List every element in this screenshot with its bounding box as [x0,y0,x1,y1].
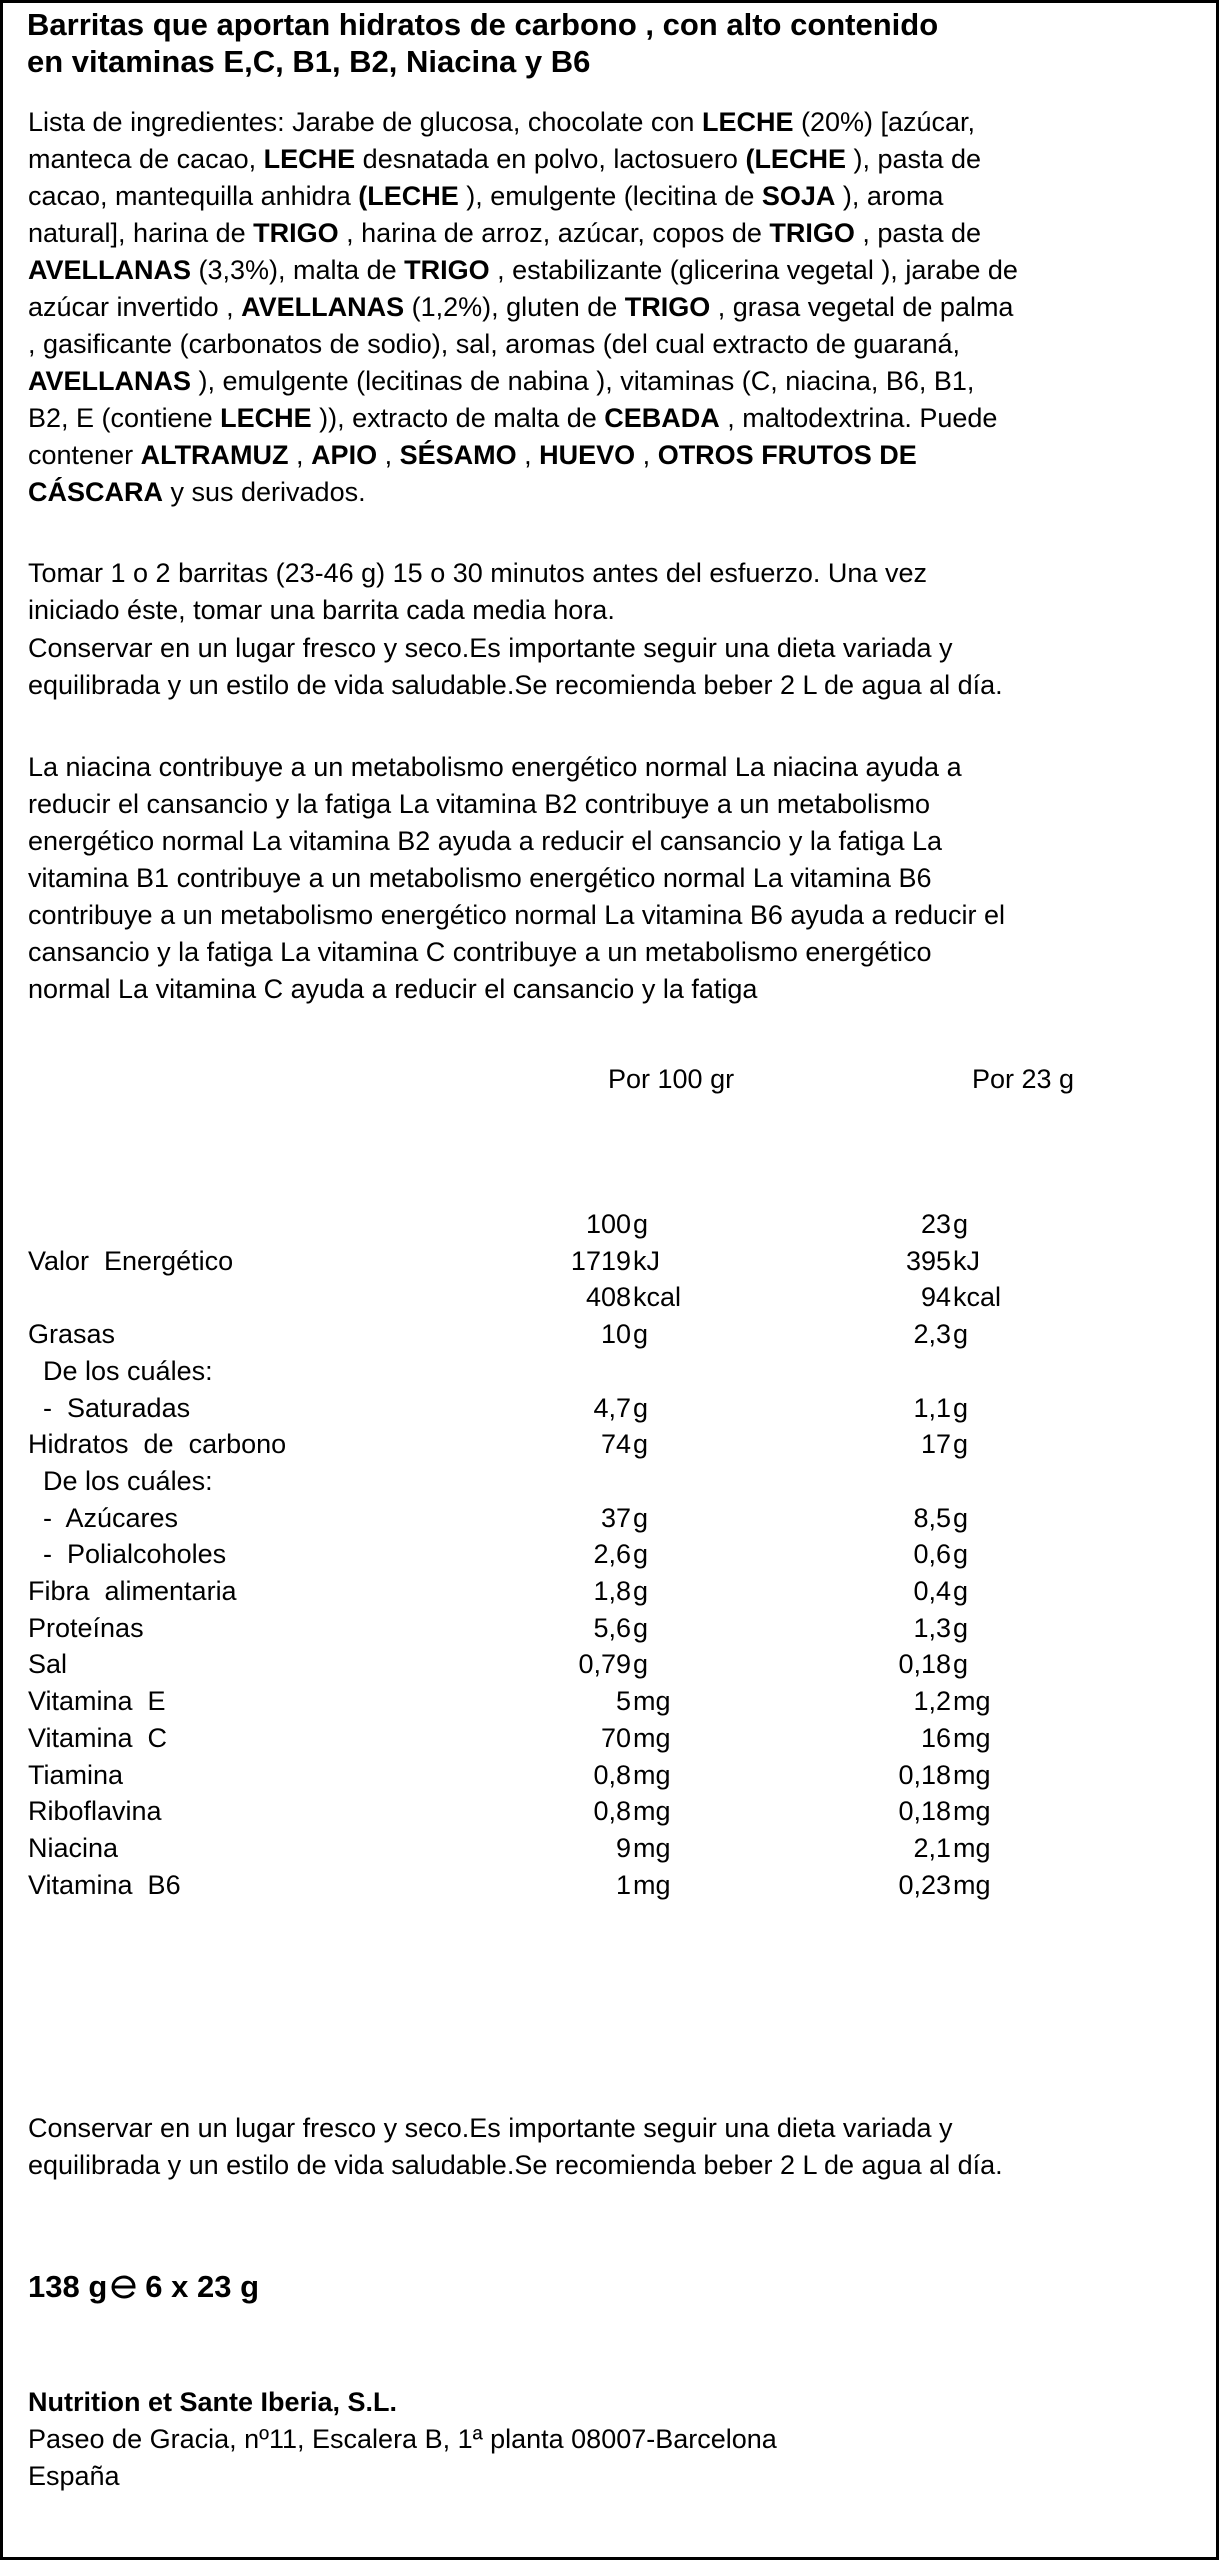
allergen: APIO [311,440,378,470]
value-per-100 [523,1793,723,1830]
dosage-line: Tomar 1 o 2 barritas (23-46 g) 15 o 30 minutos antes del esfuerzo. Una vez [28,558,927,588]
allergen: AVELLANAS [241,292,405,322]
nutrient-value: 5,6 [593,1613,631,1643]
nutrition-row [3,1353,1216,1390]
nutrient-value: 10 [600,1319,631,1349]
company-address [28,2421,1198,2495]
storage-advice-repeat [28,2110,1198,2184]
nutrient-unit: mg [953,1723,991,1753]
nutrient-unit: g [633,1576,649,1606]
value-per-23 [843,1463,1043,1500]
ingredients-line: manteca de cacao, LECHE desnatada en polvo, lactosuero (LECHE ), pasta de [28,144,982,174]
nutrient-value: 16 [920,1723,951,1753]
net-weight [28,2268,259,2305]
value-per-23 [843,1683,1043,1720]
nutrient-unit: g [953,1429,969,1459]
nutrition-row [3,1610,1216,1647]
ingredients-line: azúcar invertido , AVELLANAS (1,2%), gluten de TRIGO , grasa vegetal de palma [28,292,1014,322]
nutrient-unit: mg [633,1833,671,1863]
nutrient-unit: g [953,1503,969,1533]
allergen: TRIGO [624,292,711,322]
nutrient-value: 1719 [570,1246,631,1276]
nutrient-value: 70 [600,1723,631,1753]
nutrient-name: De los cuáles: [28,1466,213,1496]
nutrient-name: Sal [28,1649,68,1679]
storage-line: equilibrada y un estilo de vida saludable.Se recomienda beber 2 L de agua al día. [28,2150,1003,2180]
nutrient-value: 4,7 [593,1393,631,1423]
nutrient-value: 1 [615,1870,631,1900]
allergen: LECHE [263,144,356,174]
nutrient-name: De los cuáles: [28,1356,213,1386]
allergen: AVELLANAS [28,255,192,285]
value-per-23 [843,1243,1043,1280]
nutrition-row [3,1720,1216,1757]
ingredients-line: contener ALTRAMUZ , APIO , SÉSAMO , HUEVO , OTROS FRUTOS DE [28,440,917,470]
value-per-100 [523,1536,723,1573]
company-name: Nutrition et Sante Iberia, S.L. [28,2387,398,2417]
title-line-1: Barritas que aportan hidratos de carbono , con alto contenido [27,7,939,42]
allergen: TRIGO [404,255,490,285]
nutrient-unit: mg [633,1723,671,1753]
ingredients-list [28,104,1198,511]
nutrient-name: Grasas [28,1319,116,1349]
nutrient-unit: g [633,1649,649,1679]
nutrient-unit: g [953,1576,969,1606]
value-per-100 [523,1830,723,1867]
nutrient-unit: g [633,1393,649,1423]
allergen: TRIGO [769,218,855,248]
claims-line: vitamina B1 contribuye a un metabolismo energético normal La vitamina B6 [28,863,932,893]
nutrient-unit: mg [633,1870,671,1900]
nutrient-name: Vitamina E [28,1686,166,1716]
nutrient-value: 2,3 [913,1319,951,1349]
nutrient-unit: kcal [633,1282,682,1312]
nutrient-name: Proteínas [28,1613,144,1643]
storage-advice [28,630,1198,704]
nutrient-unit: g [633,1319,649,1349]
ingredients-line: AVELLANAS ), emulgente (lecitinas de nabina ), vitaminas (C, niacina, B6, B1, [28,366,975,396]
nutrition-row [3,1426,1216,1463]
nutrient-value: 0,6 [913,1539,951,1569]
value-per-100 [523,1646,723,1683]
nutrition-row [3,1757,1216,1794]
title-line-2: en vitaminas E,C, B1, B2, Niacina y B6 [27,44,591,79]
value-per-23 [843,1867,1043,1904]
nutrient-unit: g [633,1429,649,1459]
allergen: (LECHE [745,144,846,174]
value-per-100 [523,1243,723,1280]
nutrient-value: 9 [615,1833,631,1863]
value-per-100 [523,1867,723,1904]
nutrient-unit: g [953,1649,969,1679]
value-per-100 [523,1390,723,1427]
claims-line: reducir el cansancio y la fatiga La vitamina B2 contribuye a un metabolismo [28,789,930,819]
pack-contents: 6 x 23 g [145,2269,260,2304]
value-per-23 [843,1426,1043,1463]
nutrient-unit: g [633,1539,649,1569]
nutrient-unit: mg [953,1833,991,1863]
nutrient-unit: mg [633,1796,671,1826]
nutrient-unit: g [633,1503,649,1533]
value-per-23 [843,1353,1043,1390]
nutrient-value: 37 [600,1503,631,1533]
value-per-23 [843,1206,1043,1243]
estimated-sign-icon [109,2275,139,2299]
nutrient-value: 0,23 [898,1870,951,1900]
nutrient-unit: g [953,1209,969,1239]
nutrient-unit: mg [953,1760,991,1790]
value-per-23 [843,1610,1043,1647]
allergen: ALTRAMUZ [140,440,289,470]
nutrient-unit: kJ [953,1246,980,1276]
address-line: Paseo de Gracia, nº11, Escalera B, 1ª planta 08007-Barcelona [28,2424,777,2454]
value-per-100 [523,1316,723,1353]
value-per-100 [523,1206,723,1243]
nutrient-name: Vitamina B6 [28,1870,181,1900]
allergen: CEBADA [604,403,720,433]
allergen: SOJA [761,181,836,211]
nutrition-row [3,1793,1216,1830]
nutrient-value: 0,18 [898,1796,951,1826]
value-per-23 [843,1720,1043,1757]
nutrition-row [3,1206,1216,1243]
nutrient-value: 74 [600,1429,631,1459]
allergen: LECHE [220,403,312,433]
value-per-100 [523,1279,723,1316]
allergen: HUEVO [539,440,636,470]
nutrient-unit: mg [633,1686,671,1716]
nutrient-value: 94 [920,1282,951,1312]
nutrient-unit: mg [953,1870,991,1900]
nutrient-name: Riboflavina [28,1796,162,1826]
value-per-100 [523,1610,723,1647]
nutrition-row [3,1573,1216,1610]
allergen: LECHE [701,107,794,137]
claims-line: normal La vitamina C ayuda a reducir el cansancio y la fatiga [28,974,758,1004]
nutrient-name: - Azúcares [28,1503,179,1533]
ingredients-line: , gasificante (carbonatos de sodio), sal, aromas (del cual extracto de guaraná, [28,329,961,359]
value-per-100 [523,1463,723,1500]
value-per-100 [523,1426,723,1463]
nutrient-value: 408 [585,1282,631,1312]
claims-line: contribuye a un metabolismo energético normal La vitamina B6 ayuda a reducir el [28,900,1006,930]
nutrient-name: - Polialcoholes [28,1539,227,1569]
ingredients-line: natural], harina de TRIGO , harina de arroz, azúcar, copos de TRIGO , pasta de [28,218,981,248]
claims-line: cansancio y la fatiga La vitamina C contribuye a un metabolismo energético [28,937,932,967]
nutrient-value: 1,2 [913,1686,951,1716]
value-per-23 [843,1500,1043,1537]
nutrition-row [3,1463,1216,1500]
value-per-23 [843,1279,1043,1316]
nutrition-row [3,1243,1216,1280]
nutrient-name: Tiamina [28,1760,124,1790]
nutrition-row [3,1830,1216,1867]
health-claims [28,749,1198,1008]
nutrient-value: 1,3 [913,1613,951,1643]
value-per-23 [843,1536,1043,1573]
nutrient-value: 0,8 [593,1760,631,1790]
total-weight: 138 g [28,2269,108,2304]
nutrient-name: Valor Energético [28,1246,234,1276]
ingredients-line: CÁSCARA y sus derivados. [28,477,366,507]
allergen: CÁSCARA [28,477,163,507]
value-per-23 [843,1390,1043,1427]
nutrient-value: 0,8 [593,1796,631,1826]
allergen: TRIGO [253,218,339,248]
nutrient-value: 1,8 [593,1576,631,1606]
nutrient-unit: g [953,1613,969,1643]
value-per-23 [843,1830,1043,1867]
nutrient-unit: kcal [953,1282,1002,1312]
value-per-23 [843,1793,1043,1830]
value-per-100 [523,1500,723,1537]
nutrient-name: - Saturadas [28,1393,191,1423]
dosage-line: iniciado éste, tomar una barrita cada media hora. [28,595,615,625]
value-per-100 [523,1720,723,1757]
dosage-instructions [28,555,1198,629]
nutrient-unit: g [953,1539,969,1569]
nutrition-row [3,1646,1216,1683]
nutrition-row [3,1500,1216,1537]
value-per-23 [843,1646,1043,1683]
ingredients-line: AVELLANAS (3,3%), malta de TRIGO , estabilizante (glicerina vegetal ), jarabe de [28,255,1018,285]
nutrient-name: Hidratos de carbono [28,1429,287,1459]
nutrient-unit: kJ [633,1246,660,1276]
value-per-23 [843,1757,1043,1794]
nutrient-unit: mg [953,1686,991,1716]
nutrient-name: Fibra alimentaria [28,1576,237,1606]
nutrient-unit: g [633,1209,649,1239]
nutrition-row [3,1683,1216,1720]
allergen: AVELLANAS [28,366,192,396]
value-per-100 [523,1573,723,1610]
value-per-23 [843,1573,1043,1610]
nutrition-row [3,1390,1216,1427]
nutrition-row [3,1316,1216,1353]
nutrition-row [3,1536,1216,1573]
nutrient-value: 17 [920,1429,951,1459]
nutrient-value: 100 [585,1209,631,1239]
nutrient-value: 8,5 [913,1503,951,1533]
storage-line: Conservar en un lugar fresco y seco.Es importante seguir una dieta variada y [28,2113,953,2143]
value-per-100 [523,1757,723,1794]
address-line: España [28,2461,120,2491]
product-title [27,6,1219,80]
column-header-per-23: Por 23 g [972,1064,1075,1094]
allergen: OTROS FRUTOS DE [657,440,917,470]
nutrient-unit: g [953,1393,969,1423]
nutrient-value: 0,18 [898,1760,951,1790]
allergen: SÉSAMO [399,440,517,470]
nutrient-value: 0,4 [913,1576,951,1606]
nutrient-value: 395 [905,1246,951,1276]
nutrition-row [3,1279,1216,1316]
ingredients-line: cacao, mantequilla anhidra (LECHE ), emulgente (lecitina de SOJA ), aroma [28,181,944,211]
allergen: (LECHE [358,181,459,211]
nutrient-value: 5 [615,1686,631,1716]
value-per-100 [523,1683,723,1720]
nutrient-value: 2,1 [913,1833,951,1863]
nutrition-row [3,1867,1216,1904]
nutrient-value: 2,6 [593,1539,631,1569]
nutrient-unit: mg [633,1760,671,1790]
nutrient-name: Niacina [28,1833,119,1863]
value-per-23 [843,1316,1043,1353]
value-per-100 [523,1353,723,1390]
claims-line: energético normal La vitamina B2 ayuda a reducir el cansancio y la fatiga La [28,826,943,856]
ingredients-line: B2, E (contiene LECHE )), extracto de malta de CEBADA , maltodextrina. Puede [28,403,998,433]
claims-line: La niacina contribuye a un metabolismo energético normal La niacina ayuda a [28,752,962,782]
nutrient-value: 0,18 [898,1649,951,1679]
nutrient-value: 0,79 [578,1649,631,1679]
nutrient-name: Vitamina C [28,1723,168,1753]
nutrient-value: 1,1 [913,1393,951,1423]
storage-line: equilibrada y un estilo de vida saludable.Se recomienda beber 2 L de agua al día. [28,670,1003,700]
nutrient-unit: g [953,1319,969,1349]
nutrient-unit: mg [953,1796,991,1826]
column-header-per-100: Por 100 gr [608,1064,735,1094]
nutrient-value: 23 [920,1209,951,1239]
ingredients-line: Lista de ingredientes: Jarabe de glucosa, chocolate con LECHE (20%) [azúcar, [28,107,976,137]
storage-line: Conservar en un lugar fresco y seco.Es importante seguir una dieta variada y [28,633,953,663]
nutrient-unit: g [633,1613,649,1643]
